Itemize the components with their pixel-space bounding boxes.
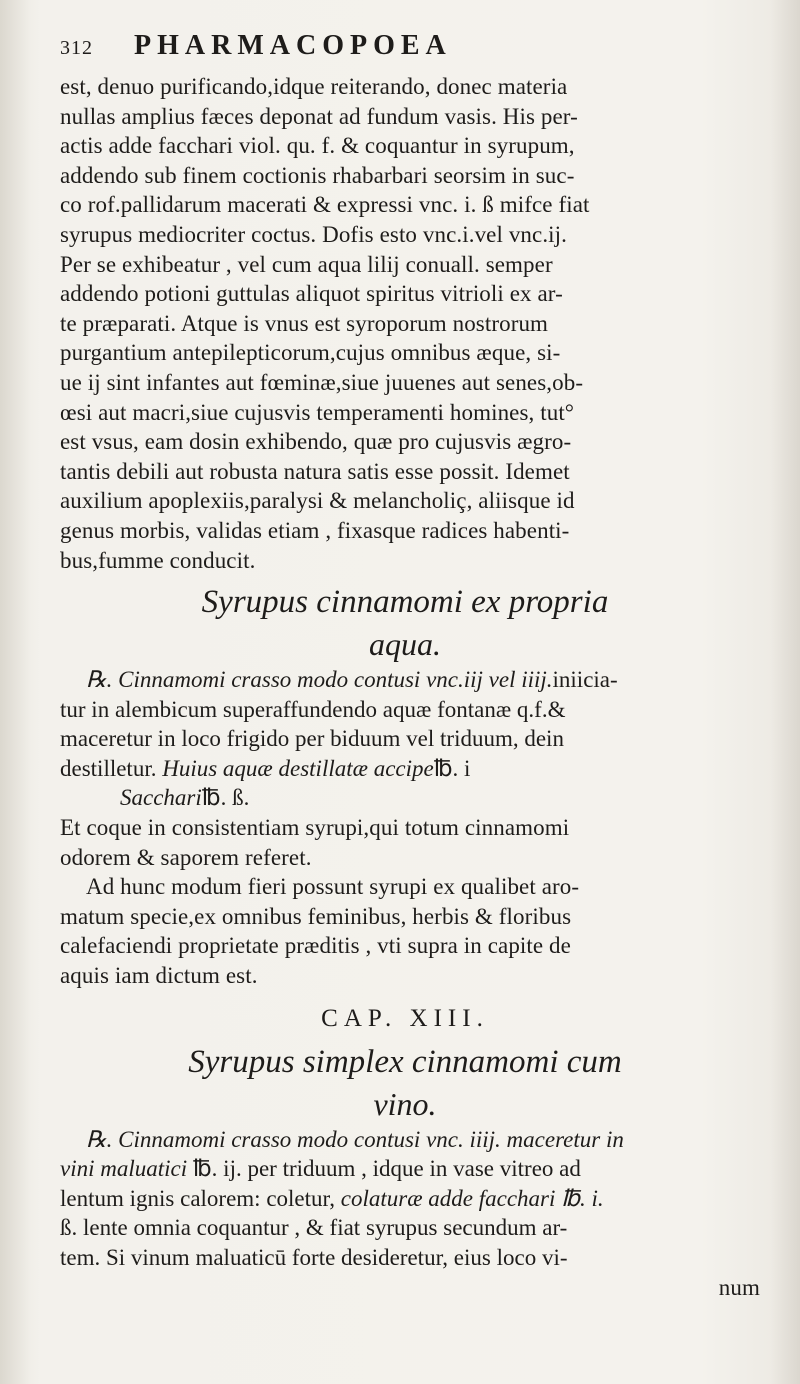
running-head <box>60 30 780 72</box>
recipe-segment: vini maluatici <box>60 1156 193 1182</box>
running-title: PHARMACOPOEA <box>134 30 452 61</box>
page-number: 312 <box>60 37 93 59</box>
text-line: co rof.pallidarum macerati & expressi vnc. i. ß mifce fiat <box>60 192 590 218</box>
text-line: addendo sub finem coctionis rhabarbari seorsim in suc- <box>60 162 575 188</box>
text-line: calefaciendi proprietate præditis , vti supra in capite de <box>60 933 571 959</box>
recipe-line <box>60 1125 780 1155</box>
recipe-line <box>60 1243 780 1273</box>
recipe-segment: ß. lente omnia coquantur , & fiat syrupus secundum ar- <box>60 1215 568 1241</box>
recipe-line: ℞. Cinnamomi crasso modo contusi vnc.iij vel iiij.iniicia- <box>86 667 618 693</box>
text-line: aquis iam dictum est. <box>60 963 258 989</box>
recipe-line: tur in alembicum superaffundendo aquæ fontanæ q.f.& <box>60 696 566 722</box>
chapter-heading: CAP. XIII. <box>321 1004 489 1032</box>
recipe-1 <box>60 665 780 813</box>
paragraph-2 <box>60 813 780 991</box>
text-line: syrupus mediocriter coctus. Dofis esto vnc.i.vel vnc.ij. <box>60 221 568 247</box>
text-line: œsi aut macri,siue cujusvis temperamenti homines, tut° <box>60 399 575 425</box>
catchword: num <box>718 1274 760 1300</box>
text-line: bus,fumme conducit. <box>60 547 256 573</box>
text-line: Ad hunc modum fieri possunt syrupi ex qualibet aro- <box>86 874 580 900</box>
text-line: matum specie,ex omnibus feminibus, herbis & floribus <box>60 903 572 929</box>
text-line: ue ij sint infantes aut fœminæ,siue juuenes aut senes,ob- <box>60 369 584 395</box>
text-line: odorem & saporem referet. <box>60 844 312 870</box>
recipe-segment: tem. Si vinum maluaticū forte desideretur, eius loco vi- <box>60 1245 568 1270</box>
section-title-syrupus-simplex: Syrupus simplex cinnamomi cum <box>188 1043 622 1080</box>
left-page-shadow <box>0 0 30 1384</box>
section-title-aqua: aqua. <box>369 626 441 663</box>
text-block <box>60 30 780 1302</box>
recipe-segment: ℞. Cinnamomi crasso modo contusi vnc. iiij. maceretur in <box>86 1126 624 1152</box>
text-line: addendo potioni guttulas aliquot spiritus vitrioli ex ar- <box>60 281 563 307</box>
recipe-line: destilletur. Huius aquæ destillatæ accipe℔. i <box>60 755 471 781</box>
text-line: te præparati. Atque is vnus est syroporum nostrorum <box>60 310 549 336</box>
text-line: Per se exhibeatur , vel cum aqua lilij conuall. semper <box>60 251 553 277</box>
paragraph-1 <box>60 72 780 575</box>
recipe-segment: colaturæ adde facchari ℔. i. <box>340 1185 604 1211</box>
text-line: auxilium apoplexiis,paralysi & melancholiç, aliisque id <box>60 488 575 514</box>
text-line: genus morbis, validas etiam , fixasque radices habenti- <box>60 517 570 543</box>
text-line: Et coque in consistentiam syrupi,qui totum cinnamomi <box>60 815 570 841</box>
recipe-line <box>60 1213 780 1243</box>
recipe-line: Sacchari℔. ß. <box>120 785 250 811</box>
text-line: nullas amplius fæces deponat ad fundum vasis. His per- <box>60 103 578 129</box>
text-line: est, denuo purificando,idque reiterando, donec materia <box>60 74 568 99</box>
text-line: tantis debili aut robusta natura satis esse possit. Idemet <box>60 458 570 484</box>
text-line: purgantium antepilepticorum,cujus omnibus æque, si- <box>60 340 561 366</box>
section-title-vino: vino. <box>373 1085 437 1122</box>
recipe-line <box>60 1184 780 1214</box>
text-line: est vsus, eam dosin exhibendo, quæ pro cujusvis ægro- <box>60 429 572 455</box>
recipe-line: maceretur in loco frigido per biduum vel triduum, dein <box>60 726 564 752</box>
recipe-segment: lentum ignis calorem: coletur, <box>60 1185 341 1211</box>
recipe-line <box>60 1154 780 1184</box>
recipe-2 <box>60 1125 780 1273</box>
section-title-syrupus-cinnamomi: Syrupus cinnamomi ex propria <box>201 584 609 621</box>
text-line: actis adde facchari viol. qu. f. & coquantur in syrupum, <box>60 133 575 159</box>
recipe-segment: ℔. ij. per triduum , idque in vase vitreo ad <box>192 1156 581 1182</box>
